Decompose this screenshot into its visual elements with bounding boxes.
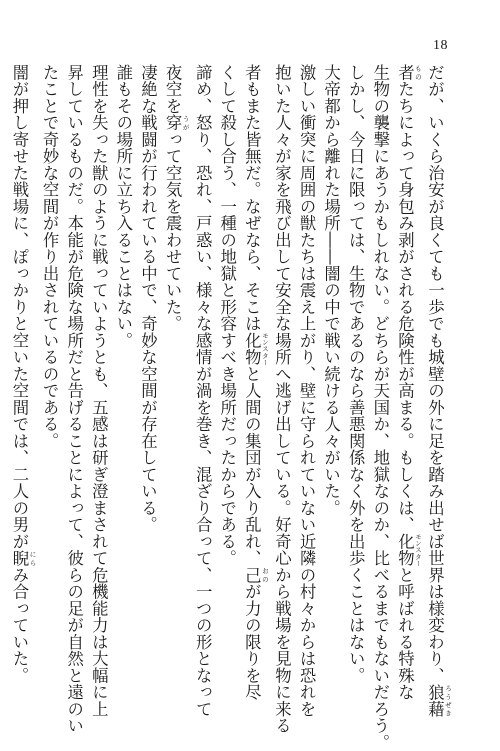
text-line: 大帝都から離れた場所――闇の中で戦い続ける人々がいた。 <box>321 64 341 517</box>
text-line: 諦め、怒り、恐れ、戸惑い、様々な感情が渦を巻き、混ざり合って、一つの形となって <box>193 64 213 718</box>
vertical-text-body <box>6 64 452 751</box>
text-line: しかし、今日に限っては、生物であるのなら善悪関係なく外を出歩くことはない。 <box>346 64 366 684</box>
text-line: 昇しているものだ。本能が危険な場所だと告げることによって、彼らの足が自然と遠のい <box>64 64 84 734</box>
text-line: 抱いた人々が家を飛び出して安全な場所へ逃げ出している。好奇心から戦場を見物に来る <box>272 64 292 734</box>
text-line: 誰もその場所に立ち入ることはない。 <box>113 64 133 349</box>
text-line: だが、いくら治安が良くても一歩でも城壁の外に足を踏み出せば世界は様変わり、狼藉 ろうぜき <box>425 64 452 718</box>
text-line: 激しい衝突に周囲の獣たちは震え上がり、壁に守られていない近隣の村々からは恐れを <box>297 64 317 718</box>
text-line: 凄絶な戦闘が行われている中で、奇妙な空間が存在している。 <box>138 64 158 533</box>
text-line: 生物の襲撃にあうかもしれない。どちらが天国か、地獄なのか、比べるまでもないだろう。 <box>370 64 390 751</box>
text-line: 夜空を穿 うがって空気を震わせていた。 <box>163 64 190 332</box>
text-line: たことで奇妙な空間が作り出されているのである。 <box>40 64 60 450</box>
text-line: 闇が押し寄せた戦場に、ぽっかりと空いた空間では、二人の男が睨 にらみ合っていた。 <box>10 64 37 684</box>
text-line: 者もまた皆無だ。なぜなら、そこは化物 モンスターと人間の集団が入り乱れ、己 おのが力の限りを尽 <box>242 64 269 701</box>
text-line: くして殺し合う、一種の地獄と形容すべき場所だったからである。 <box>217 64 237 567</box>
text-line: 理性を失った獣のように戦っていようとも、五感は研ぎ澄まされて危機能力は大幅に上 <box>89 64 109 718</box>
page-number: 18 <box>433 38 448 53</box>
text-line: 者 ものたちによって身包み剥がされる危険性が高まる。もしくは、化物 モンスターと呼ばれる特殊な <box>395 64 422 701</box>
